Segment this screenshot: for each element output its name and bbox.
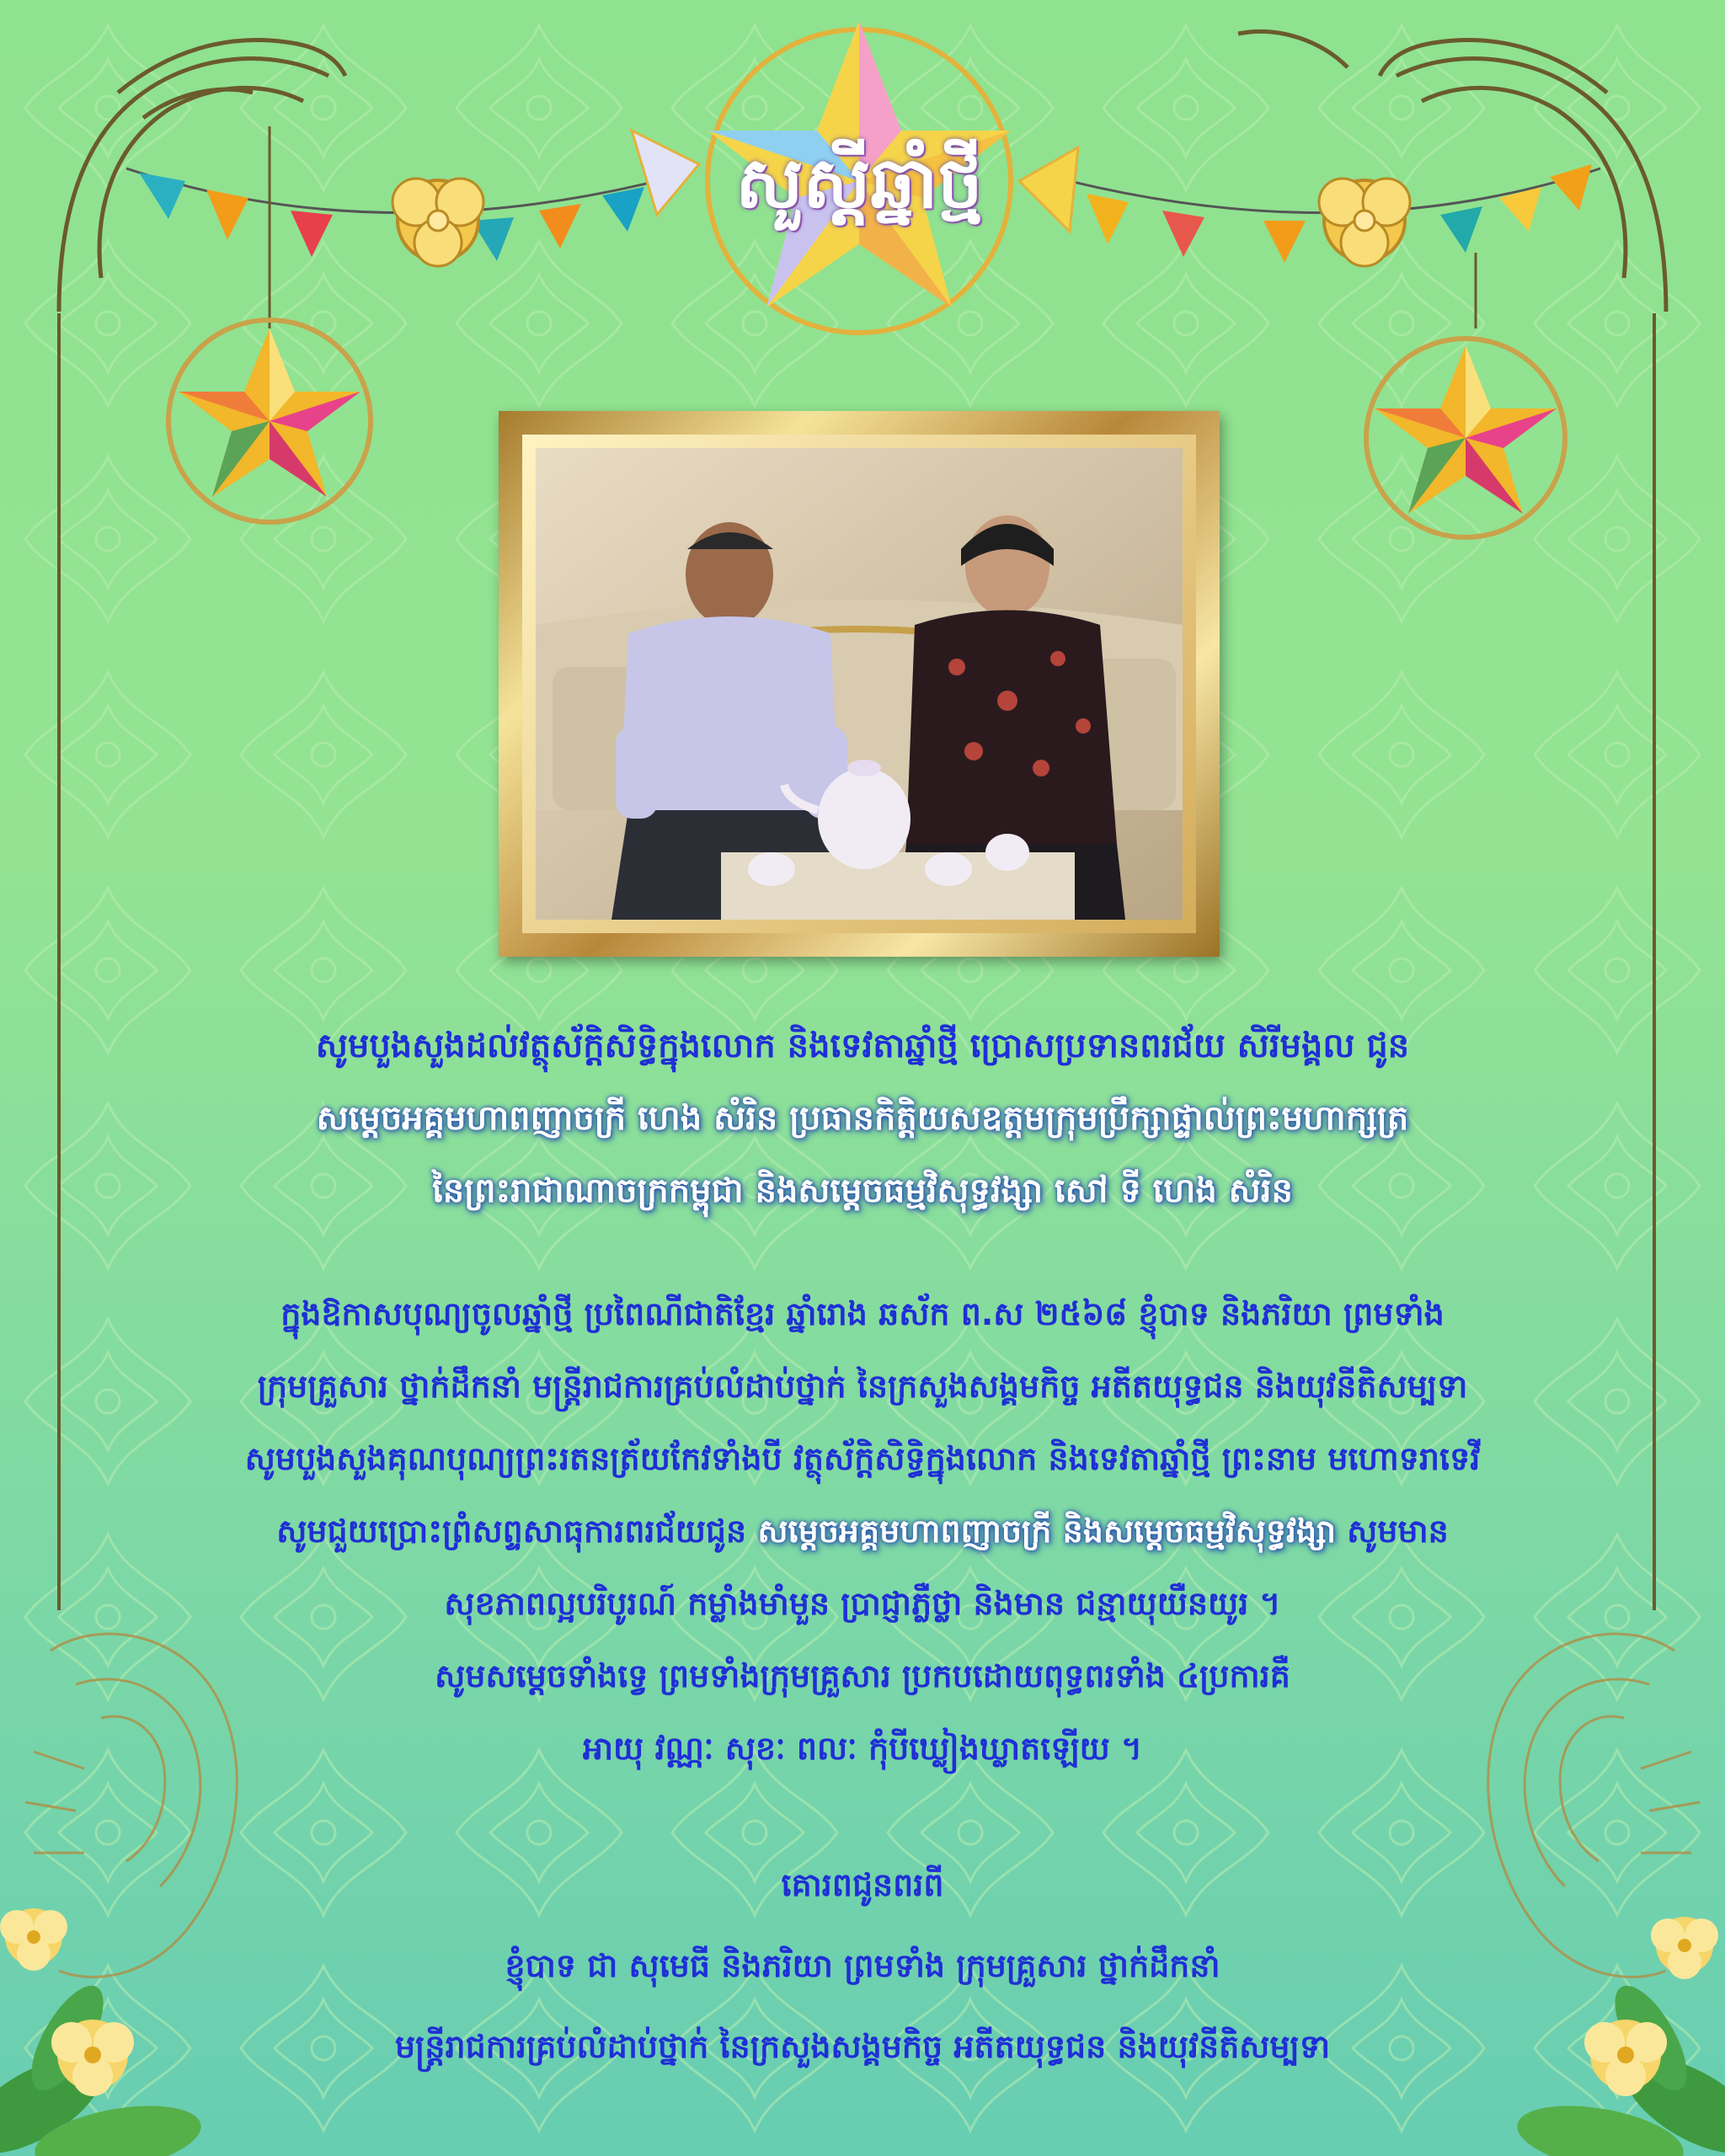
greeting-line-3a: នៃព្រះរាជាណាចក្រកម្ពុជា xyxy=(432,1171,756,1210)
message-line-4b: សម្តេចអគ្គមហាពញាចក្រី និងសម្តេចធម្មវិសុទ្ធវង្សា xyxy=(757,1513,1336,1550)
greeting-line-3b: និងសម្តេចធម្មវិសុទ្ធវង្សា សៅ ទី ហេង សំរិន xyxy=(755,1171,1293,1210)
star-ornament-right xyxy=(1366,339,1565,537)
foliage-bottom-right xyxy=(1512,1917,1725,2156)
signature-line-3: មន្ត្រីរាជការគ្រប់លំដាប់ថ្នាក់ នៃក្រសួងសង្គមកិច្ច អតីតយុទ្ធជន និងយុវនីតិសម្បទា xyxy=(394,2028,1331,2065)
flower-left xyxy=(393,179,483,266)
star-ornament-left xyxy=(168,320,371,522)
greeting-line-2: សម្តេចអគ្គមហាពញាចក្រី ហេង សំរិន ប្រធានកិត្តិយសឧត្តមក្រុមប្រឹក្សាផ្ទាល់ព្រះមហាក្សត្រ xyxy=(316,1099,1409,1138)
foliage-bottom-left xyxy=(0,1908,206,2156)
signature-line-2: ខ្ញុំបាទ ជា សុមេធី និងភរិយា ព្រមទាំង ក្រុមគ្រួសារ ថ្នាក់ដឹកនាំ xyxy=(505,1947,1220,1984)
greeting-line-1: សូមបួងសួងដល់វត្ថុស័ក្តិសិទ្ធិក្នុងលោក និងទេវតាឆ្នាំថ្មី ប្រោសប្រទានពរជ័យ សិរីមង្គល ជូន xyxy=(315,1027,1410,1065)
corner-ornament-right xyxy=(1238,31,1666,312)
message-line-4 xyxy=(67,1514,1658,1550)
message-line-3: សូមបួងសួងគុណបុណ្យព្រះរតនត្រ័យកែវទាំងបី វត្ថុស័ក្តិសិទ្ធិក្នុងលោក និងទេវតាឆ្នាំថ្មី ព្រះនាម មហោទរាទេវី xyxy=(244,1440,1481,1477)
bunting-flags-left xyxy=(139,173,644,261)
message-line-2: ក្រុមគ្រួសារ ថ្នាក់ដឹកនាំ មន្ត្រីរាជការគ្រប់លំដាប់ថ្នាក់ នៃក្រសួងសង្គមកិច្ច អតីតយុទ្ធជន និងយុវនីតិសម្បទា xyxy=(257,1368,1468,1405)
message-line-6: សូមសម្តេចទាំងទ្វេ ព្រមទាំងក្រុមគ្រួសារ ប្រកបដោយពុទ្ធពរទាំង ៤ប្រការគឺ xyxy=(435,1657,1290,1694)
message-line-4c: សូមមាន xyxy=(1335,1513,1449,1550)
photo-frame xyxy=(499,411,1220,957)
message-line-4a: សូមជួយប្រោះព្រំសព្ទសាធុការពរជ័យជូន xyxy=(276,1513,758,1550)
portrait-photo xyxy=(536,448,1183,920)
signature-line-1: គោរពជូនពរពី xyxy=(781,1866,944,1903)
message-line-7: អាយុ វណ្ណៈ សុខៈ ពលៈ កុំបីឃ្លៀងឃ្លាតឡើយ ។ xyxy=(582,1730,1143,1767)
message-line-5: សុខភាពល្អបរិបូរណ៍ កម្លាំងមាំមួន ប្រាជ្ញាភ្លឺថ្លា និងមាន ជន្មាយុយឺនយូរ ។ xyxy=(444,1585,1281,1622)
greeting-line-3 xyxy=(67,1172,1658,1209)
footer-decoration xyxy=(0,1583,1725,2156)
portrait-illustration xyxy=(536,448,1183,920)
new-year-logo-text: សួស្តីឆ្នាំថ្មី xyxy=(735,141,983,224)
message-line-1: ក្នុងឱកាសបុណ្យចូលឆ្នាំថ្មី ប្រពៃណីជាតិខ្មែរ ឆ្នាំរោង ឆស័ក ព.ស ២៥៦៨ ខ្ញុំបាទ និងភរិយា ព្រមទាំង xyxy=(280,1295,1445,1332)
corner-ornament-left xyxy=(59,40,345,312)
flower-right xyxy=(1319,179,1410,266)
